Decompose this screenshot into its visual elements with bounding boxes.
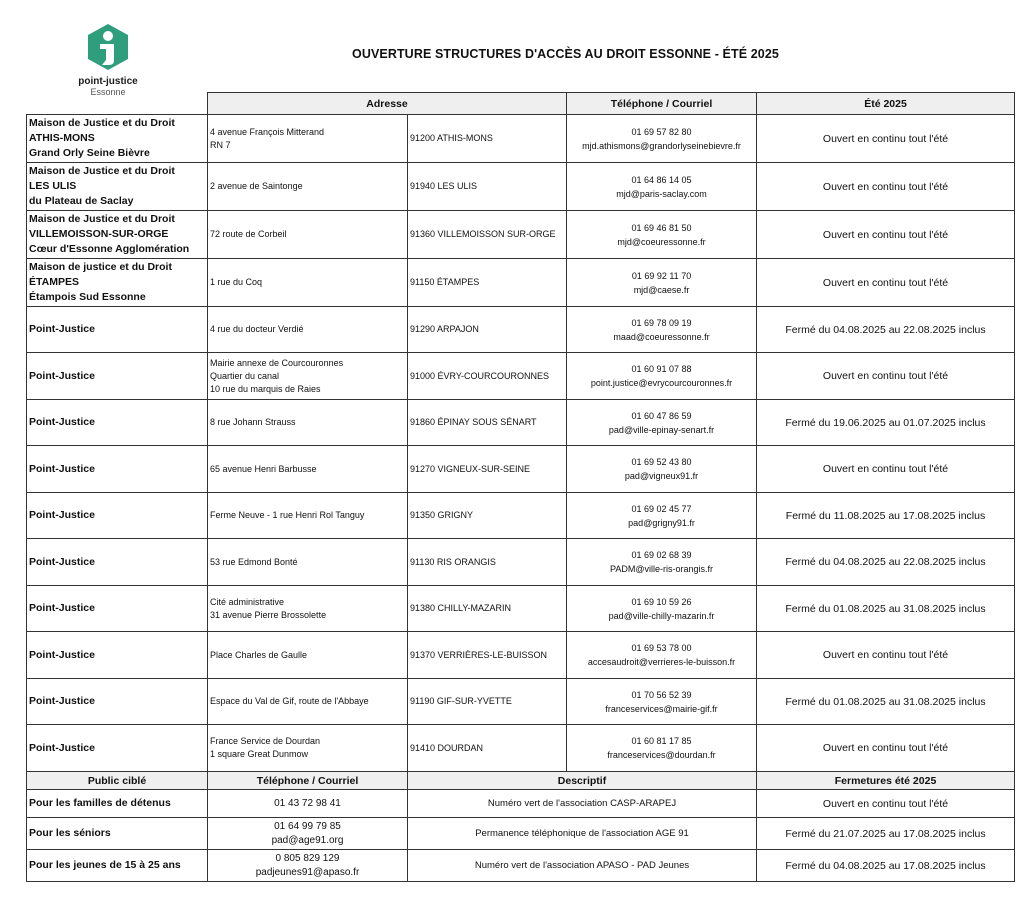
descriptif: Permanence téléphonique de l'association AGE 91	[408, 818, 757, 850]
phone-number: 01 69 46 81 50	[631, 222, 692, 233]
address-line: 31 avenue Pierre Brossolette	[210, 609, 327, 620]
structure-city: 91000 ÉVRY-COURCOURONNES	[408, 353, 567, 400]
summer-status: Fermé du 01.08.2025 au 31.08.2025 inclus	[757, 679, 1015, 725]
address-line: France Service de Dourdan	[210, 736, 321, 746]
structure-city: 91190 GIF-SUR-YVETTE	[408, 679, 567, 725]
structure-name-line: Cœur d'Essonne Agglomération	[29, 243, 190, 255]
structure-contact	[567, 259, 757, 307]
header-adresse: Adresse	[208, 93, 567, 115]
structure-name-line: VILLEMOISSON-SUR-ORGE	[29, 228, 169, 240]
summer-status: Ouvert en continu tout l'été	[757, 446, 1015, 493]
structure-address	[208, 259, 408, 307]
email-link[interactable]: mjd@caese.fr	[633, 284, 690, 295]
address-line: 1 rue du Coq	[210, 277, 263, 287]
table-row	[27, 725, 1015, 772]
structure-name-line: Point-Justice	[29, 555, 95, 568]
table-row	[27, 632, 1015, 679]
structure-contact	[567, 493, 757, 539]
table-row	[27, 818, 1015, 850]
header-fermetures: Fermetures été 2025	[757, 772, 1015, 790]
public-cible: Pour les jeunes de 15 à 25 ans	[27, 850, 208, 882]
section2-header-row	[27, 772, 1015, 790]
logo-subtitle: Essonne	[90, 87, 126, 97]
structure-address	[208, 115, 408, 163]
table-row	[27, 353, 1015, 400]
structure-city: 91860 ÉPINAY SOUS SÉNART	[408, 400, 567, 446]
structure-city: 91380 CHILLY-MAZARIN	[408, 586, 567, 632]
summer-status: Ouvert en continu tout l'été	[757, 725, 1015, 772]
structure-address	[208, 632, 408, 679]
structure-name-line: Étampois Sud Essonne	[29, 291, 146, 303]
descriptif: Numéro vert de l'association CASP-ARAPEJ	[408, 790, 757, 818]
structure-name-line: Maison de Justice et du Droit	[29, 117, 175, 129]
email-link[interactable]: padjeunes91@apaso.fr	[255, 866, 360, 878]
closure-status: Fermé du 21.07.2025 au 17.08.2025 inclus	[757, 818, 1015, 850]
table-row	[27, 790, 1015, 818]
email-link[interactable]: pad@ville-chilly-mazarin.fr	[608, 610, 715, 621]
table-row	[27, 493, 1015, 539]
address-line: Quartier du canal	[210, 370, 280, 381]
structure-name-line: Point-Justice	[29, 695, 95, 707]
email-link[interactable]: mjd.athismons@grandorlyseinebievre.fr	[582, 140, 741, 151]
structure-city: 91200 ATHIS-MONS	[408, 115, 567, 163]
email-link[interactable]: mjd@coeuressonne.fr	[617, 236, 706, 247]
logo-brand: point-justice	[78, 76, 138, 87]
address-line: Cité administrative	[210, 596, 285, 607]
structure-contact	[567, 163, 757, 211]
table-row	[27, 539, 1015, 586]
structure-address	[208, 679, 408, 725]
phone-number: 0 805 829 129	[275, 852, 340, 864]
phone-number: 01 60 91 07 88	[631, 364, 692, 374]
point-justice-logo-icon	[84, 22, 132, 72]
structure-name-line: Grand Orly Seine Bièvre	[29, 147, 150, 159]
page-title: OUVERTURE STRUCTURES D'ACCÈS AU DROIT ESSONNE - ÉTÉ 2025	[352, 47, 779, 61]
email-link[interactable]: accesaudroit@verrieres-le-buisson.fr	[587, 657, 736, 667]
structure-contact	[567, 539, 757, 586]
structure-address	[208, 586, 408, 632]
phone-number: 01 60 47 86 59	[631, 410, 692, 421]
structure-contact	[567, 353, 757, 400]
phone-number: 01 69 92 11 70	[631, 270, 692, 281]
address-line: 4 rue du docteur Verdié	[210, 324, 304, 334]
structure-name-line: du Plateau de Saclay	[29, 195, 134, 207]
structure-contact	[567, 115, 757, 163]
structure-name	[27, 679, 208, 725]
structure-address	[208, 446, 408, 493]
phone-number: 01 60 81 17 85	[631, 736, 692, 746]
phone-number: 01 69 78 09 19	[631, 317, 692, 328]
structure-name	[27, 211, 208, 259]
public-contact	[208, 818, 408, 850]
address-line: 8 rue Johann Strauss	[210, 417, 296, 427]
table-row	[27, 115, 1015, 163]
summer-status: Fermé du 01.08.2025 au 31.08.2025 inclus	[757, 586, 1015, 632]
logo	[72, 22, 144, 97]
email-link[interactable]: mjd@paris-saclay.com	[616, 188, 707, 199]
summer-status: Ouvert en continu tout l'été	[757, 211, 1015, 259]
address-line: 53 rue Edmond Bonté	[210, 556, 298, 567]
public-contact	[208, 790, 408, 818]
structure-city: 91150 ÉTAMPES	[408, 259, 567, 307]
structure-name	[27, 586, 208, 632]
structure-name-line: Maison de Justice et du Droit	[29, 213, 175, 225]
structure-name	[27, 163, 208, 211]
structure-name-line: LES ULIS	[29, 180, 77, 192]
address-line: Mairie annexe de Courcouronnes	[210, 357, 344, 368]
structure-name-line: Point-Justice	[29, 462, 95, 475]
email-link[interactable]: maad@coeuressonne.fr	[613, 331, 710, 342]
email-link[interactable]: franceservices@mairie-gif.fr	[605, 703, 718, 714]
address-line: 72 route de Corbeil	[210, 229, 287, 239]
address-line: Place Charles de Gaulle	[210, 649, 308, 660]
structure-address	[208, 493, 408, 539]
public-contact	[208, 850, 408, 882]
structure-contact	[567, 211, 757, 259]
structure-name	[27, 115, 208, 163]
structure-city: 91290 ARPAJON	[408, 307, 567, 353]
table-row	[27, 259, 1015, 307]
structure-address	[208, 725, 408, 772]
structure-address	[208, 539, 408, 586]
address-line: Ferme Neuve - 1 rue Henri Rol Tanguy	[210, 510, 365, 520]
structure-address	[208, 400, 408, 446]
table-row	[27, 850, 1015, 882]
structure-address	[208, 307, 408, 353]
structure-name	[27, 353, 208, 400]
structure-name	[27, 539, 208, 586]
phone-number: 01 69 10 59 26	[631, 596, 692, 607]
phone-number: 01 69 02 45 77	[631, 503, 692, 514]
address-line: 4 avenue François Mitterand	[210, 126, 325, 137]
table-row	[27, 400, 1015, 446]
closure-status: Fermé du 04.08.2025 au 17.08.2025 inclus	[757, 850, 1015, 882]
structure-name	[27, 632, 208, 679]
phone-number: 01 64 86 14 05	[631, 174, 692, 185]
descriptif: Numéro vert de l'association APASO - PAD Jeunes	[408, 850, 757, 882]
public-cible: Pour les séniors	[27, 818, 208, 850]
email-link[interactable]: pad@age91.org	[271, 834, 344, 846]
summer-status: Fermé du 04.08.2025 au 22.08.2025 inclus	[757, 539, 1015, 586]
table-row	[27, 163, 1015, 211]
structure-contact	[567, 632, 757, 679]
address-line: 10 rue du marquis de Raies	[210, 383, 321, 394]
email-link[interactable]: pad@ville-epinay-senart.fr	[608, 424, 715, 435]
structure-contact	[567, 586, 757, 632]
structure-name-line: ÉTAMPES	[29, 276, 79, 288]
summer-status: Ouvert en continu tout l'été	[757, 259, 1015, 307]
structures-table	[26, 92, 1015, 882]
structure-name-line: Point-Justice	[29, 416, 95, 428]
structure-name-line: Point-Justice	[29, 648, 95, 661]
structure-contact	[567, 307, 757, 353]
structure-contact	[567, 725, 757, 772]
structure-city: 91270 VIGNEUX-SUR-SEINE	[408, 446, 567, 493]
email-link[interactable]: point.justice@evrycourcouronnes.fr	[590, 378, 733, 388]
header-public: Public ciblé	[27, 772, 208, 790]
structure-name	[27, 259, 208, 307]
email-link[interactable]: pad@vigneux91.fr	[624, 471, 699, 481]
phone-number: 01 64 99 79 85	[274, 820, 341, 832]
summer-status: Ouvert en continu tout l'été	[757, 353, 1015, 400]
structure-name	[27, 493, 208, 539]
phone-number: 01 69 57 82 80	[631, 126, 692, 137]
closure-status: Ouvert en continu tout l'été	[757, 790, 1015, 818]
structure-name-line: Maison de justice et du Droit	[29, 261, 172, 273]
summer-status: Ouvert en continu tout l'été	[757, 163, 1015, 211]
address-line: Espace du Val de Gif, route de l'Abbaye	[210, 696, 369, 706]
structure-city: 91370 VERRIÈRES-LE-BUISSON	[408, 632, 567, 679]
structure-city: 91360 VILLEMOISSON SUR-ORGE	[408, 211, 567, 259]
table-row	[27, 211, 1015, 259]
phone-number: 01 69 52 43 80	[631, 457, 692, 467]
structure-name-line: Point-Justice	[29, 369, 95, 382]
table-row	[27, 446, 1015, 493]
email-link[interactable]: franceservices@dourdan.fr	[607, 750, 716, 760]
phone-number: 01 69 02 68 39	[631, 550, 692, 560]
structure-name-line: Point-Justice	[29, 323, 95, 335]
summer-status: Fermé du 11.08.2025 au 17.08.2025 inclus	[757, 493, 1015, 539]
address-line: 2 avenue de Saintonge	[210, 181, 303, 191]
structure-city: 91350 GRIGNY	[408, 493, 567, 539]
header-telephone: Téléphone / Courriel	[567, 93, 757, 115]
public-cible: Pour les familles de détenus	[27, 790, 208, 818]
header-ete: Été 2025	[757, 93, 1015, 115]
phone-number: 01 70 56 52 39	[631, 689, 692, 700]
structure-contact	[567, 446, 757, 493]
summer-status: Ouvert en continu tout l'été	[757, 115, 1015, 163]
structure-name	[27, 307, 208, 353]
structure-address	[208, 353, 408, 400]
summer-status: Fermé du 19.06.2025 au 01.07.2025 inclus	[757, 400, 1015, 446]
address-line: RN 7	[210, 139, 231, 150]
header-descriptif: Descriptif	[408, 772, 757, 790]
table-row	[27, 586, 1015, 632]
header-row	[27, 93, 1015, 115]
structure-name-line: Point-Justice	[29, 741, 95, 754]
phone-number: 01 43 72 98 41	[274, 797, 341, 809]
email-link[interactable]: PADM@ville-ris-orangis.fr	[610, 564, 713, 574]
structure-contact	[567, 400, 757, 446]
structure-name-line: Point-Justice	[29, 602, 95, 614]
structure-name	[27, 400, 208, 446]
phone-number: 01 69 53 78 00	[631, 643, 692, 653]
header-blank	[27, 93, 208, 115]
structure-city: 91940 LES ULIS	[408, 163, 567, 211]
structure-city: 91130 RIS ORANGIS	[408, 539, 567, 586]
structure-name-line: Point-Justice	[29, 509, 95, 521]
table-row	[27, 307, 1015, 353]
table-row	[27, 679, 1015, 725]
structure-name-line: Maison de Justice et du Droit	[29, 165, 175, 177]
structure-address	[208, 211, 408, 259]
summer-status: Ouvert en continu tout l'été	[757, 632, 1015, 679]
summer-status: Fermé du 04.08.2025 au 22.08.2025 inclus	[757, 307, 1015, 353]
structure-name	[27, 725, 208, 772]
structure-name	[27, 446, 208, 493]
structure-city: 91410 DOURDAN	[408, 725, 567, 772]
header-telephone-2: Téléphone / Courriel	[208, 772, 408, 790]
address-line: 65 avenue Henri Barbusse	[210, 463, 317, 474]
structure-address	[208, 163, 408, 211]
email-link[interactable]: pad@grigny91.fr	[628, 517, 695, 528]
structure-contact	[567, 679, 757, 725]
structure-name-line: ATHIS-MONS	[29, 132, 95, 144]
address-line: 1 square Great Dunmow	[210, 749, 309, 759]
